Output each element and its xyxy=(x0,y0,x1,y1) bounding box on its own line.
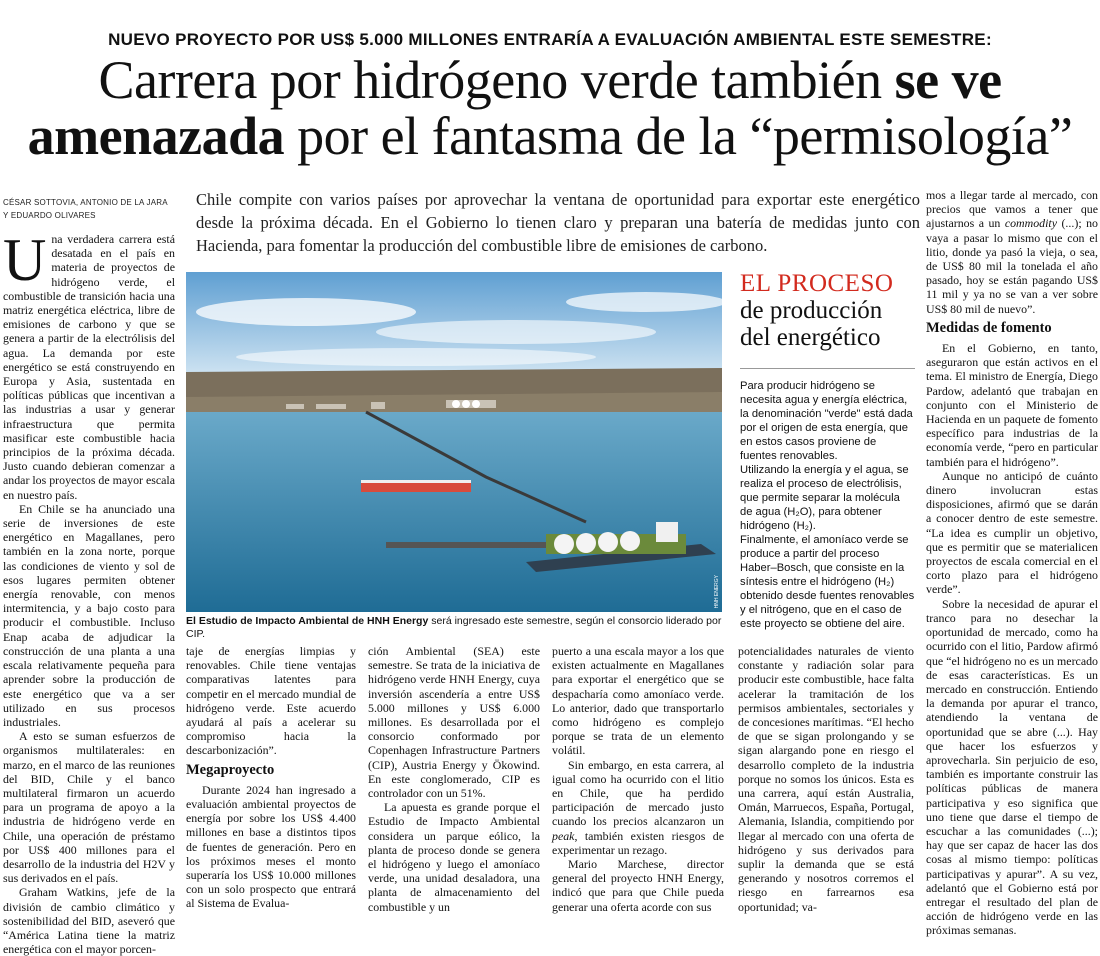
article-column-1: Una verdadera carrera está desatada en el país en materia de proyectos de hidrógeno verde, el combustible de transición hacia una matriz energética eléctrica, libre de emisiones de carbono y que se genera a partir de la electrólisis del agua. La demanda por este energético se está construyendo en Europa y Asia, sustentada en políticas públicas que incentivan a las industrias a usar y generar infraestructura que permita masificar este combustible hacia principios de la próxima década. Justo cuando debieran comenzar a andar los proyectos de mayor escala en nuestro país. En Chile se ha anunciado una serie de inversiones de este energético en Magallanes, pero también en la zona norte, porque las condiciones de viento y sol de esos lugares permiten obtener energía renovable, con menos intermitencia, y a bajo costo para producir el combustible. Incluso Enap acaba de adjudicar la construcción de una planta a una escala relativamente pequeña para aprender sobre la producción de este energético que va a ser utilizado en sus procesos industriales. A esto se suman esfuerzos de organismos multilaterales: en marzo, en el marco de las reuniones del BID, Chile y el banco multilateral firmaron un acuerdo para un programa de apoyo a la industria de hidrógeno verde en Chile, una operación de préstamo por US$ 400 millones para el desarrollo de la industria del H2V y sus derivados en el país. Graham Watkins, jefe de la división de cambio climático y sostenibilidad del BID, aseveró que “América Latina tiene la matriz energética con el mayor porcen- xyxy=(3,227,176,956)
sidebar-title: EL PROCESO de producción del energético xyxy=(740,270,894,351)
sidebar-text: Para producir hidrógeno se necesita agua y energía eléctrica, la denominación "verde" está dada por el origen de esta energía, que en estos casos proviene de fuentes renovables. Utilizando la energía y el agua, se realiza el proceso de electrólisis, que permite separar la molécula de agua (H₂O), para obtener hidrógeno (H₂). Finalmente, el amoníaco verde se produce a partir del proceso Haber–Bosch, que consiste en la síntesis entre el hidrógeno (H₂) obtenido desde fuentes renovables y el nitrógeno, que en el caso de este proyecto se obtiene del aire. xyxy=(740,380,915,630)
drop-cap: U xyxy=(3,227,47,293)
article-column-2: taje de energías limpias y renovables. Chile tiene ventajas comparativas latentes para competir en el mercado mundial de hidrógeno verde. Este acuerdo ayudará al país a acelerar su compromiso hacia la descarbonización”. Megaproyecto Durante 2024 han ingresado a evaluación ambiental proyectos de energía por sobre los US$ 4.400 millones en base a distintos tipos de fuentes de generación. Pero en los próximos meses el monto superaría los US$ 10.000 millones con un solo prospecto que entrará al Sistema de Evalua- xyxy=(186,644,356,911)
article-photo xyxy=(186,272,722,612)
subheading-megaproyecto: Megaproyecto xyxy=(186,761,275,778)
article-column-3: ción Ambiental (SEA) este semestre. Se trata de la iniciativa de hidrógeno verde HNH Energy, cuya inversión ascendería a entre US$ 5.000 millones y US$ 6.000 millones. Es desarrollada por el consorcio conformado por Copenhagen Infrastructure Partners (CIP), Austria Energy y Ökowind. En este conglomerado, CIP es controlador con un 51%. La apuesta es grande porque el Estudio de Impacto Ambiental considera un parque eólico, la planta de proceso donde se genera el hidrógeno y luego el amoníaco verde, una unidad desaladora, una planta de almacenamiento del combustible y un xyxy=(368,644,540,914)
subheading-medidas-de-fomento: Medidas de fomento xyxy=(926,319,1052,336)
article-column-6: mos a llegar tarde al mercado, con precios que vamos a tener que ajustarnos a un commodity (...); no vaya a pasar lo mismo que con el litio, donde ya pasó la vieja, o sea, de US$ 80 mil la tonelada el año pasado, hoy se están pagando US$ 11 mil y ya no se van a ver sobre US$ 80 mil de nuevo”. Medidas de fomento En el Gobierno, en tanto, aseguraron que están activos en el tema. El ministro de Energía, Diego Pardow, adelantó que trabajan en conjunto con el Ministerio de Hacienda en un paquete de fomento específico para industrias de la economía verde, “pero en particular también para el hidrógeno”. Aunque no anticipó de cuánto dinero involucran estas disposiciones, afirmó que se darán a conocer dentro de este semestre. “La idea es cumplir un objetivo, que es permitir que se materialicen proyectos de escala comercial en el corto plazo para el hidrógeno verde”. Sobre la necesidad de apurar el tranco para no desechar la oportunidad de mercado, como ha ocurrido con el litio, Pardow afirmó que “el hidrógeno no es un mercado de esas características. Es un mercado en construcción. Entiendo la demanda por apurar el tranco, atendiendo la ventana de oportunidad que se abre (...). Hay que hacer los esfuerzos y aprovecharla. Sin perjuicio de eso, también es importante construir las políticas públicas de manera participativa y eso significa que uno tiene que darse el tiempo de escuchar a las comunidades (...); hay que ser capaz de hacer las dos cosas al mismo tiempo: políticas participativas y apurar”. A su vez, adelantó que el Gobierno está por entregar el resultado del plan de acción de hidrógeno verde en las próximas semanas. xyxy=(926,188,1098,938)
photo-credit: HNH ENERGY xyxy=(714,574,720,608)
byline: CÉSAR SOTTOVIA, ANTONIO DE LA JARA Y EDUARDO OLIVARES xyxy=(3,198,168,220)
lead-paragraph: Chile compite con varios países por aprovechar la ventana de oportunidad para exportar este energético desde la próxima década. En el Gobierno lo tienen claro y preparan una batería de medidas junto con Hacienda, para fomentar la producción del combustible libre de emisiones de carbono. xyxy=(196,190,920,255)
port-aerial-illustration xyxy=(186,272,722,612)
headline-line-2: amenazada por el fantasma de la “permisología” xyxy=(27,106,1073,166)
sidebar-divider xyxy=(740,368,915,369)
kicker: NUEVO PROYECTO POR US$ 5.000 MILLONES ENTRARÍA A EVALUACIÓN AMBIENTAL ESTE SEMESTRE: xyxy=(108,30,992,49)
article-column-4: puerto a una escala mayor a los que existen actualmente en Magallanes para exportar el energético que se despacharía como amoníaco verde. Lo anterior, dado que transportarlo como hidrógeno es complejo porque se trata de un elemento volátil. Sin embargo, en esta carrera, al igual como ha ocurrido con el litio en Chile, que ha perdido participación de mercado justo cuando los precios alcanzaron un peak, también existen riesgos de experimentar un rezago. Mario Marchese, director general del proyecto HNH Energy, indicó que para que Chile pueda generar una oferta acorde con sus xyxy=(552,644,724,914)
headline xyxy=(0,52,1100,164)
headline-line-1: Carrera por hidrógeno verde también se ve xyxy=(98,50,1002,110)
photo-caption: El Estudio de Impacto Ambiental de HNH Energy será ingresado este semestre, según el consorcio liderado por CIP. xyxy=(186,615,722,640)
article-column-5: potencialidades naturales de viento constante y radiación solar para producir este combustible, hace falta acelerar la tramitación de los permisos ambientales, sectoriales y de concesiones marítimas. “El hecho de que se sigan prolongando y se sigan alargando pone en riesgo el desarrollo completo de la industria porque no somos los únicos. Esta es una carrera, aquí están Australia, Omán, Marruecos, España, Portugal, Alemania, Islandia, compitiendo por llegar al mercado con una oferta de hidrógeno y sus derivados para suplir la demanda que se está generando y nosotros corremos el riesgo en farrearnos esa oportunidad; va- xyxy=(738,644,914,914)
